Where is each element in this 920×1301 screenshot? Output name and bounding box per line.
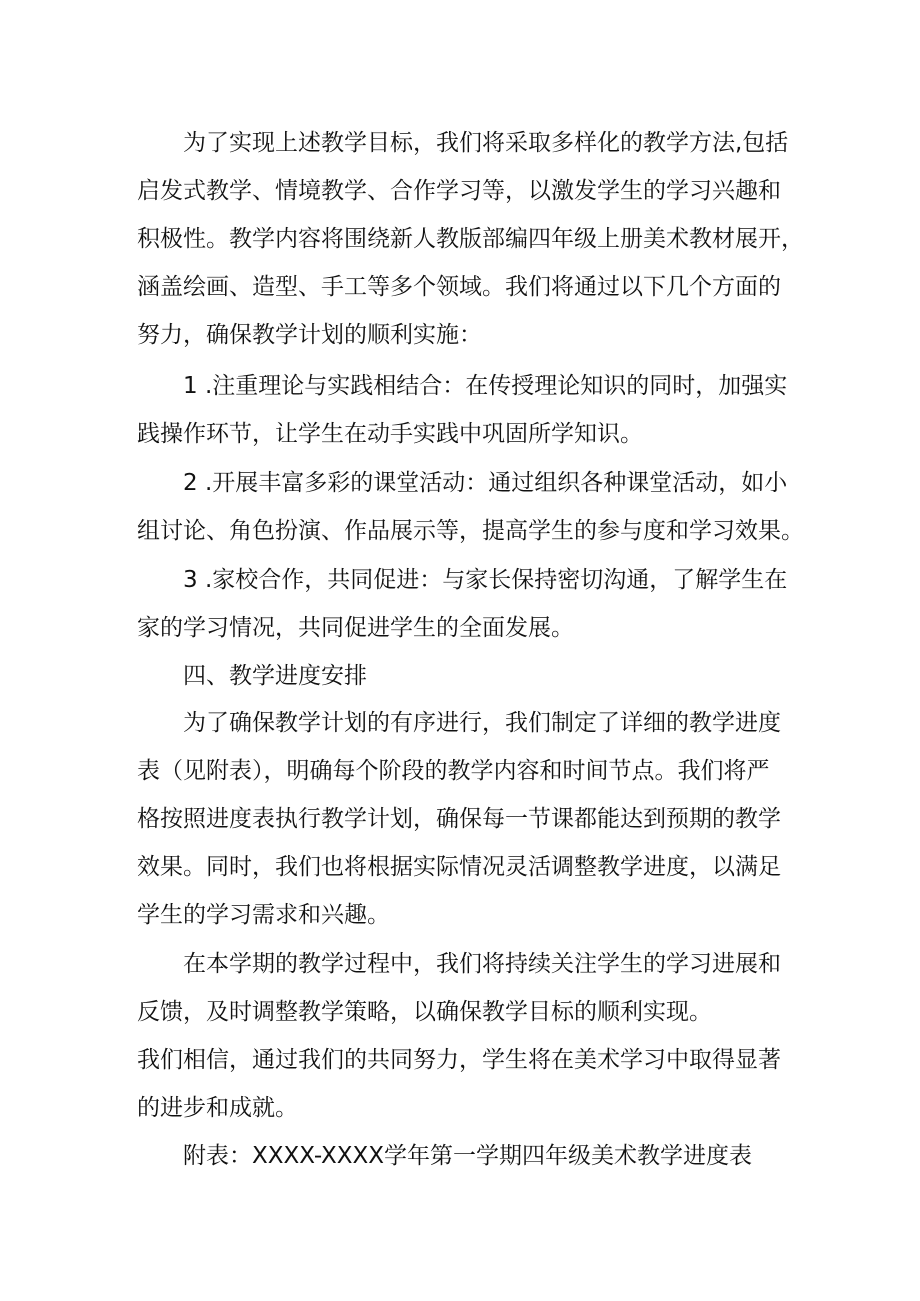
text-line: 启发式教学、情境教学、合作学习等，以激发学生的学习兴趣和 [137,178,781,204]
text-line: 表（见附表），明确每个阶段的教学内容和时间节点。我们将严 [137,758,770,784]
text-line: 组讨论、角色扮演、作品展示等，提高学生的参与度和学习效果。 [137,518,804,544]
text-line: 3 .家校合作，共同促进：与家长保持密切沟通，了解学生在 [183,567,788,593]
text-line: 2 .开展丰富多彩的课堂活动：通过组织各种课堂活动，如小 [183,470,788,496]
text-line: 的进步和成就。 [137,1095,298,1121]
text-line: 我们相信，通过我们的共同努力，学生将在美术学习中取得显著 [137,1047,781,1073]
text-line: 为了实现上述教学目标，我们将采取多样化的教学方法,包括 [183,130,789,156]
text-line: 在本学期的教学过程中，我们将持续关注学生的学习进展和 [183,951,781,977]
text-line: 反馈，及时调整教学策略，以确保教学目标的顺利实现。 [137,999,712,1025]
text-line: 涵盖绘画、造型、手工等多个领域。我们将通过以下几个方面的 [137,274,781,300]
text-line: 为了确保教学计划的有序进行，我们制定了详细的教学进度 [183,710,781,736]
text-line: 家的学习情况，共同促进学生的全面发展。 [137,615,574,641]
text-line: 学生的学习需求和兴趣。 [137,902,390,928]
text-line: 努力，确保教学计划的顺利实施： [137,322,482,348]
section-heading: 四、教学进度安排 [183,663,367,689]
text-line: 践操作环节，让学生在动手实践中巩固所学知识。 [137,421,643,447]
text-line: 效果。同时，我们也将根据实际情况灵活调整教学进度，以满足 [137,854,781,880]
appendix-title: 附表：XXXX-XXXX学年第一学期四年级美术教学进度表 [183,1143,753,1169]
text-line: 格按照进度表执行教学计划，确保每一节课都能达到预期的教学 [137,806,781,832]
text-line: 积极性。教学内容将围绕新人教版部编四年级上册美术教材展开， [137,226,804,252]
text-line: 1 .注重理论与实践相结合：在传授理论知识的同时，加强实 [183,373,788,399]
